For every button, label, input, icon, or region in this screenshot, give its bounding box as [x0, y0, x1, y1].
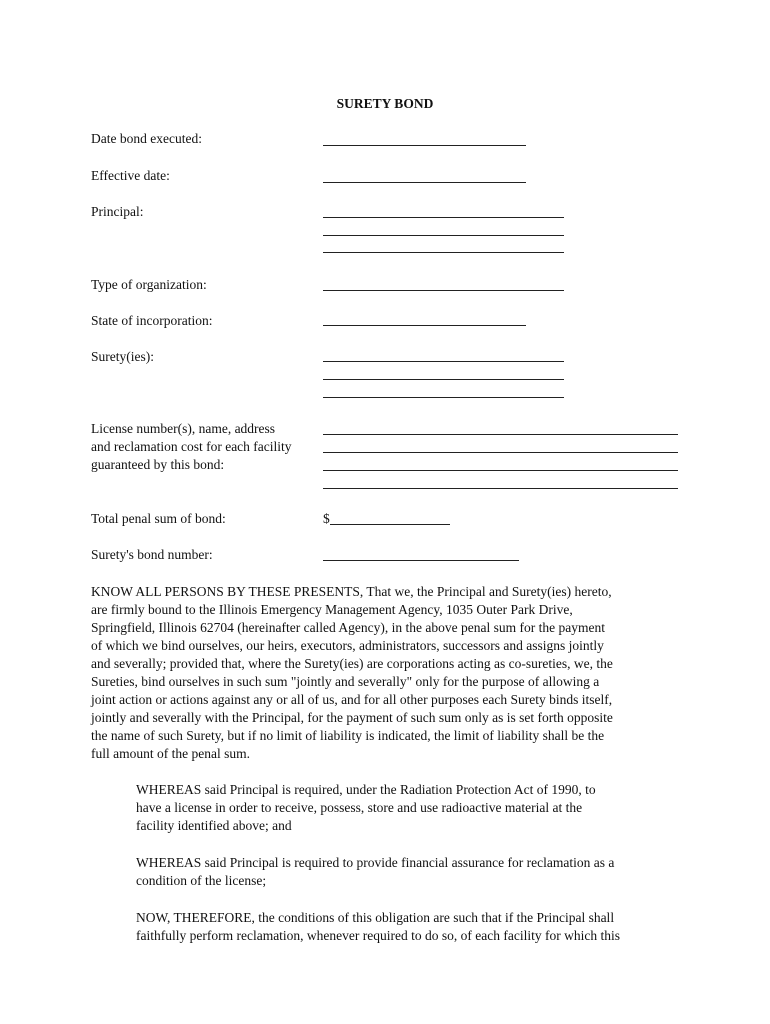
now-therefore-paragraph	[136, 909, 696, 945]
body-line: jointly and severally with the Principal, for the payment of such sum only as is set forth opposite	[91, 710, 613, 725]
license-info-label	[91, 420, 292, 474]
whereas-line: have a license in order to receive, possess, store and use radioactive material at the	[136, 800, 583, 815]
sureties-line-2[interactable]	[323, 379, 564, 380]
whereas-line: facility identified above; and	[136, 818, 292, 833]
type-of-organization-line[interactable]	[323, 290, 564, 291]
body-line: Springfield, Illinois 62704 (hereinafter called Agency), in the above penal sum for the payment	[91, 620, 605, 635]
state-of-incorporation-label: State of incorporation:	[91, 313, 213, 328]
body-line: the name of such Surety, but if no limit of liability is indicated, the limit of liability shall be the	[91, 728, 605, 743]
effective-date-label: Effective date:	[91, 168, 170, 183]
principal-label: Principal:	[91, 204, 144, 219]
license-label-line: and reclamation cost for each facility	[91, 439, 292, 454]
whereas-paragraph-1	[136, 781, 696, 835]
body-line: full amount of the penal sum.	[91, 746, 250, 761]
total-penal-sum-label: Total penal sum of bond:	[91, 511, 226, 526]
principal-line-1[interactable]	[323, 217, 564, 218]
license-line-4[interactable]	[323, 488, 678, 489]
suretys-bond-number-line[interactable]	[323, 560, 519, 561]
license-label-line: License number(s), name, address	[91, 421, 276, 436]
sureties-label: Surety(ies):	[91, 349, 154, 364]
principal-line-3[interactable]	[323, 252, 564, 253]
date-bond-executed-label: Date bond executed:	[91, 131, 202, 146]
effective-date-line[interactable]	[323, 182, 526, 183]
type-of-organization-label: Type of organization:	[91, 277, 207, 292]
whereas-line: WHEREAS said Principal is required to provide financial assurance for reclamation as a	[136, 855, 615, 870]
now-therefore-line: NOW, THEREFORE, the conditions of this obligation are such that if the Principal shall	[136, 910, 615, 925]
document-title: SURETY BOND	[336, 96, 434, 111]
dollar-sign: $	[323, 511, 330, 526]
body-line: of which we bind ourselves, our heirs, executors, administrators, successors and assigns jointly	[91, 638, 604, 653]
principal-line-2[interactable]	[323, 235, 564, 236]
state-of-incorporation-line[interactable]	[323, 325, 526, 326]
date-bond-executed-line[interactable]	[323, 145, 526, 146]
body-line: joint action or actions against any or all of us, and for all other purposes each Surety binds itself,	[91, 692, 613, 707]
body-line: KNOW ALL PERSONS BY THESE PRESENTS, That we, the Principal and Surety(ies) hereto,	[91, 584, 612, 599]
body-line: Sureties, bind ourselves in such sum "jointly and severally" only for the purpose of allowing a	[91, 674, 600, 689]
body-line: and severally; provided that, where the Surety(ies) are corporations acting as co-sureties, we, the	[91, 656, 613, 671]
now-therefore-line: faithfully perform reclamation, whenever required to do so, of each facility for which this	[136, 928, 620, 943]
suretys-bond-number-label: Surety's bond number:	[91, 547, 213, 562]
whereas-line: condition of the license;	[136, 873, 267, 888]
body-line: are firmly bound to the Illinois Emergency Management Agency, 1035 Outer Park Drive,	[91, 602, 573, 617]
sureties-line-3[interactable]	[323, 397, 564, 398]
license-line-2[interactable]	[323, 452, 678, 453]
license-line-1[interactable]	[323, 434, 678, 435]
sureties-line-1[interactable]	[323, 361, 564, 362]
whereas-paragraph-2	[136, 854, 696, 890]
license-label-line: guaranteed by this bond:	[91, 457, 225, 472]
body-paragraph	[91, 583, 691, 763]
whereas-line: WHEREAS said Principal is required, under the Radiation Protection Act of 1990, to	[136, 782, 596, 797]
total-penal-sum-line[interactable]	[330, 524, 450, 525]
license-line-3[interactable]	[323, 470, 678, 471]
